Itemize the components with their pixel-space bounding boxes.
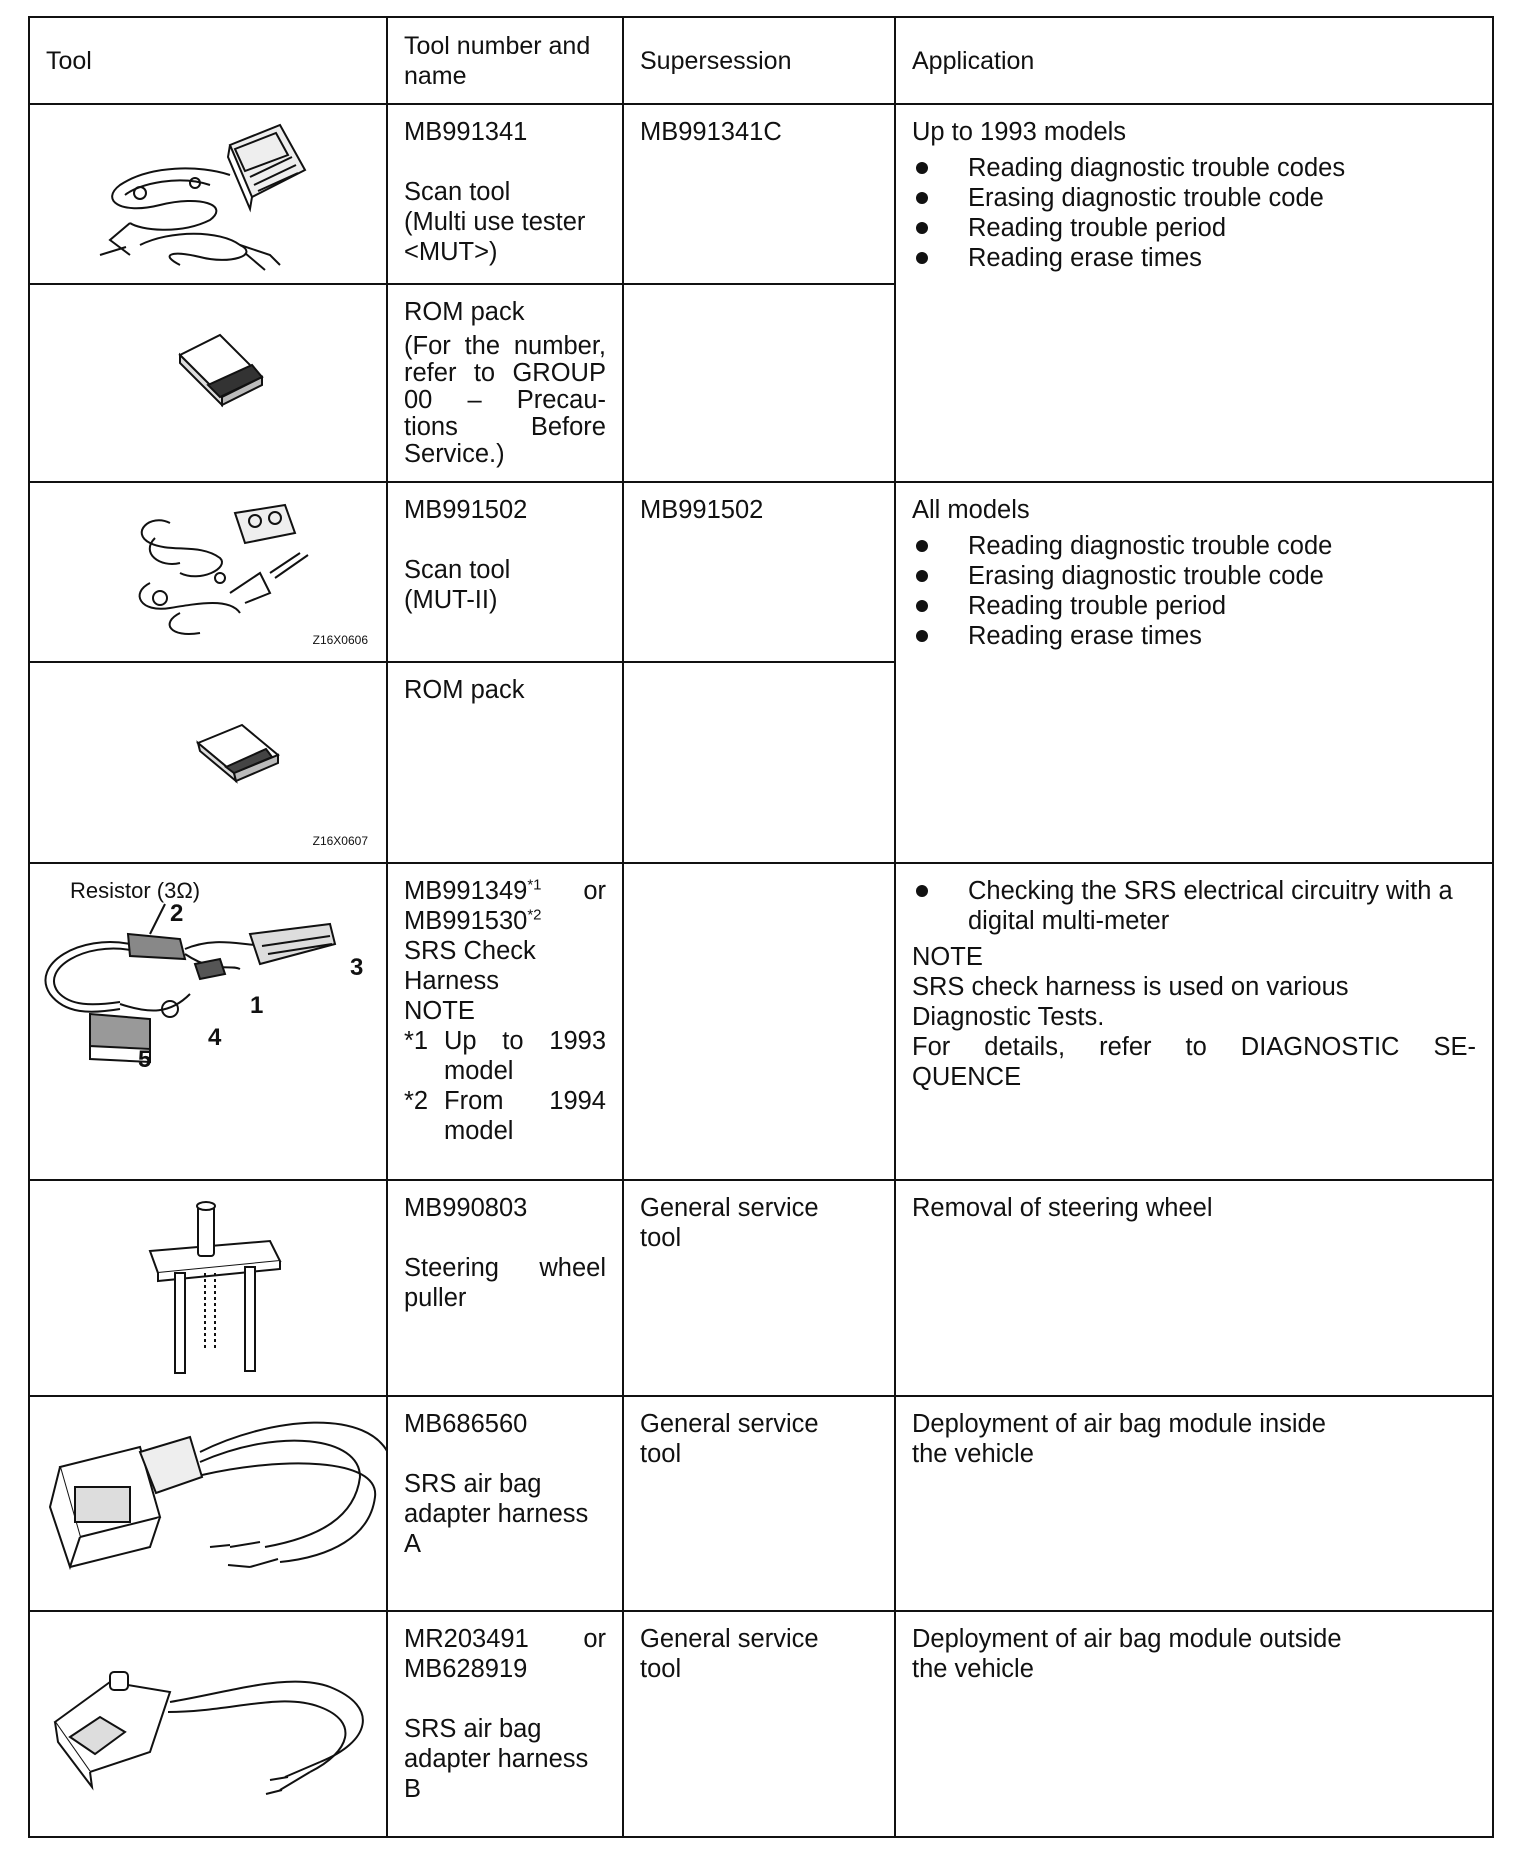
callout-3: 3: [350, 954, 364, 982]
tool-name-line: Scan tool: [404, 178, 511, 206]
header-tool-number: Tool number and name: [387, 17, 623, 104]
tool-name-line: <MUT>): [404, 238, 498, 266]
supersession-cell: [623, 104, 895, 284]
rom-pack-ii-icon: [30, 663, 388, 857]
special-tools-table: [28, 16, 1494, 1838]
application-cell: [895, 1396, 1493, 1611]
supersession-cell: [623, 1180, 895, 1395]
supersession-cell: [623, 482, 895, 662]
application-line: the vehicle: [912, 1655, 1034, 1684]
tool-image-cell: [29, 662, 387, 863]
tool-name-line: adapter harness: [404, 1499, 589, 1528]
supersession-cell: [623, 284, 895, 482]
app-note-line: Diagnostic Tests.: [912, 1003, 1105, 1032]
rom-pack-label: ROM pack: [404, 298, 525, 327]
tool-number: MB686560: [404, 1409, 528, 1438]
tool-number-cell: [387, 863, 623, 1180]
application-title: All models: [912, 496, 1030, 525]
tool-number: MB991341: [404, 118, 528, 146]
tool-image-cell: [29, 1611, 387, 1837]
tool-image-cell: [29, 104, 387, 284]
tool-name-line: Harness: [404, 967, 499, 996]
tool-number: MB991502: [404, 496, 528, 525]
header-row: [29, 17, 1493, 104]
supersession-cell: [623, 1611, 895, 1837]
supersession-value: General service tool: [640, 1194, 819, 1253]
app-note-line: SRS check harness is used on various: [912, 973, 1349, 1002]
list-item: Reading diagnostic trouble codes: [912, 153, 1476, 183]
tool-name-line: puller: [404, 1284, 467, 1313]
table-row: [29, 1396, 1493, 1611]
tool-name-line: A: [404, 1529, 422, 1558]
resistor-label: Resistor (3Ω): [70, 878, 201, 904]
application-line: the vehicle: [912, 1439, 1034, 1468]
table-row: [29, 1611, 1493, 1837]
header-supersession: Supersession: [623, 17, 895, 104]
tool-number-cell: [387, 104, 623, 284]
tool-name-line: B: [404, 1775, 422, 1804]
supersession-cell: [623, 1396, 895, 1611]
rom-pack-note: (For the number, refer to GROUP 00 – Precau- tions Before Service.): [404, 332, 606, 469]
tool-number-cell: [387, 1396, 623, 1611]
list-item: Reading erase times: [912, 621, 1476, 651]
tool-number: MB990803: [404, 1194, 528, 1223]
header-application: Application: [895, 17, 1493, 104]
list-item: Erasing diagnostic trouble code: [912, 183, 1476, 213]
tool-number-cell: [387, 284, 623, 482]
tool-name-line: Steering wheel: [404, 1254, 606, 1283]
tool-number-a: MR203491: [404, 1625, 529, 1654]
list-item: Reading trouble period: [912, 591, 1476, 621]
tool-number-cell: [387, 662, 623, 863]
callout-2: 2: [170, 900, 184, 928]
scan-tool-mut-icon: [30, 105, 388, 279]
list-item: Reading trouble period: [912, 213, 1476, 243]
scan-tool-mut-ii-icon: [30, 483, 388, 657]
tool-number-cell: [387, 1611, 623, 1837]
table-row: [29, 1180, 1493, 1395]
tool-number-b: MB991530$^{*2}$: [404, 906, 542, 936]
application-line: Deployment of air bag module outside: [912, 1625, 1342, 1654]
application-line: Deployment of air bag module inside: [912, 1409, 1326, 1438]
or-label: or: [583, 1625, 606, 1654]
tool-image-cell: [29, 482, 387, 662]
tool-number-cell: [387, 1180, 623, 1395]
callout-1: 1: [250, 992, 264, 1020]
figure-code: Z16X0607: [312, 834, 368, 849]
tool-name-line: SRS air bag: [404, 1715, 542, 1744]
srs-check-harness-icon: [30, 864, 388, 1170]
supersession-cell: [623, 662, 895, 863]
application-cell: [895, 1180, 1493, 1395]
tool-number-a: MB991349$^{*1}$: [404, 876, 542, 906]
rom-pack-label: ROM pack: [404, 676, 525, 705]
header-tool: Tool: [29, 17, 387, 104]
tool-name-line: Scan tool: [404, 556, 511, 585]
tool-image-cell: [29, 284, 387, 482]
note-item: *2 From 1994 model: [404, 1087, 606, 1146]
steering-wheel-puller-icon: [30, 1181, 388, 1389]
app-note-label: NOTE: [912, 943, 983, 972]
adapter-harness-a-icon: [30, 1397, 388, 1605]
tool-number-cell: [387, 482, 623, 662]
tool-name-line: (Multi use tester: [404, 208, 586, 236]
list-item: Reading diagnostic trouble code: [912, 531, 1476, 561]
tool-name-line: SRS air bag: [404, 1469, 542, 1498]
application-text: Removal of steering wheel: [912, 1194, 1213, 1223]
tool-image-cell: [29, 863, 387, 1180]
supersession-value: MB991341C: [640, 118, 782, 146]
application-cell: [895, 482, 1493, 863]
rom-pack-icon: [30, 285, 388, 459]
list-item: Checking the SRS electrical circuitry with a digital multi-meter: [912, 876, 1476, 936]
application-cell: [895, 863, 1493, 1180]
app-note-line: For details, refer to DIAGNOSTIC SE-: [912, 1033, 1476, 1062]
callout-4: 4: [208, 1024, 222, 1052]
tool-number-b: MB628919: [404, 1655, 528, 1684]
note-label: NOTE: [404, 997, 475, 1026]
tool-image-cell: [29, 1396, 387, 1611]
app-note-line: QUENCE: [912, 1063, 1022, 1092]
list-item: Erasing diagnostic trouble code: [912, 561, 1476, 591]
tool-name-line: (MUT-II): [404, 586, 498, 615]
supersession-cell: [623, 863, 895, 1180]
supersession-value: General service tool: [640, 1625, 819, 1684]
tool-name-line: SRS Check: [404, 937, 536, 966]
table-row: [29, 104, 1493, 284]
note-item: *1 Up to 1993 model: [404, 1027, 606, 1086]
application-cell: [895, 104, 1493, 482]
adapter-harness-b-icon: [30, 1612, 388, 1830]
application-bullets: [912, 876, 1476, 936]
application-cell: [895, 1611, 1493, 1837]
tool-image-cell: [29, 1180, 387, 1395]
or-label: or: [583, 877, 606, 906]
application-bullets: [912, 153, 1476, 273]
list-item: Reading erase times: [912, 243, 1476, 273]
supersession-value: General service tool: [640, 1409, 819, 1468]
application-title: Up to 1993 models: [912, 118, 1127, 146]
application-bullets: [912, 531, 1476, 651]
tool-name-line: adapter harness: [404, 1745, 589, 1774]
table-row: [29, 482, 1493, 662]
table-row: [29, 863, 1493, 1180]
callout-5: 5: [138, 1046, 152, 1074]
supersession-value: MB991502: [640, 496, 764, 525]
figure-code: Z16X0606: [312, 633, 368, 648]
